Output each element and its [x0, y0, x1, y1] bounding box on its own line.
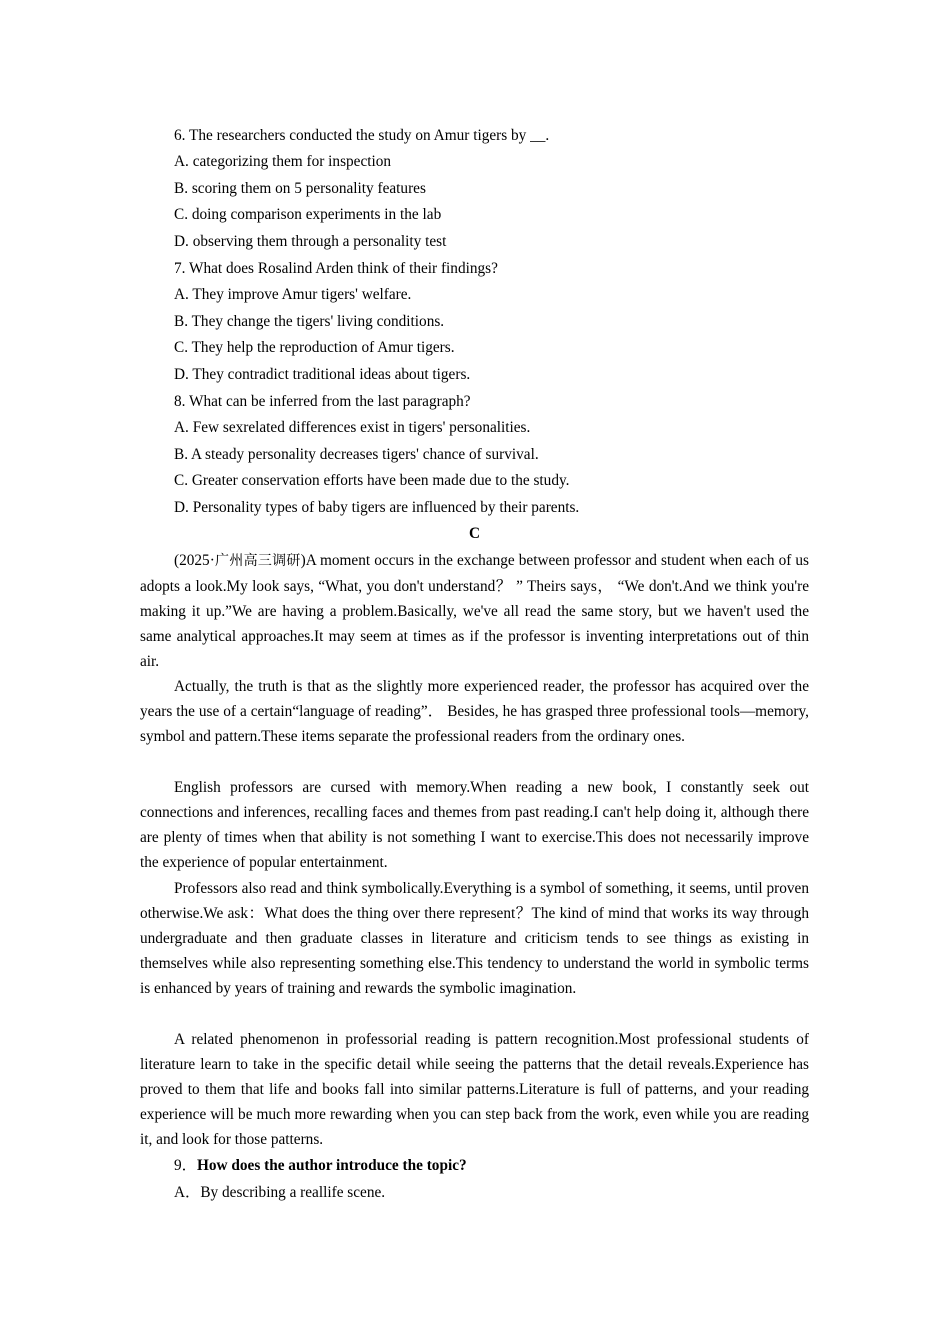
question-7-stem: 7. What does Rosalind Arden think of their findings? [174, 260, 498, 277]
question-9-number: 9． [174, 1157, 197, 1174]
passage-paragraph-5: A related phenomenon in professorial reading is pattern recognition.Most professional students of literature learn to take in the specific detail while seeing the patterns that the detail reveals.Experience has proved to them that life and books fall into similar patterns.Literature is full of patterns, and your reading experience will be much more rewarding when you can step back from the work, even while you are reading it, and look for those patterns. [140, 1031, 809, 1149]
question-8-option-c: C. Greater conservation efforts have been made due to the study. [174, 472, 570, 489]
passage-source-cjk: 广州高三调研 [214, 553, 301, 569]
question-9-text: How does the author introduce the topic? [196, 1157, 467, 1174]
question-7-option-d: D. They contradict traditional ideas about tigers. [174, 366, 471, 383]
question-9-option-a: A．By describing a reallife scene. [174, 1184, 386, 1201]
question-8-option-b: B. A steady personality decreases tigers' chance of survival. [174, 446, 539, 463]
question-9-stem [174, 1156, 467, 1176]
question-7-option-b: B. They change the tigers' living conditions. [174, 313, 445, 330]
passage-source-prefix: (2025· [174, 552, 215, 569]
question-6-option-b: B. scoring them on 5 personality features [174, 180, 426, 197]
passage-paragraph-4: Professors also read and think symbolically.Everything is a symbol of something, it seems, until proven otherwise.We ask：What does the thing over there represent？The kind of mind that works its way through undergraduate and then graduate classes in literature and criticism tends to see things as existing in themselves while also representing something else.This tendency to understand the world in symbolic terms is enhanced by years of training and rewards the symbolic imagination. [140, 880, 809, 998]
question-6-option-d: D. observing them through a personality test [174, 233, 447, 250]
question-6-option-c: C. doing comparison experiments in the lab [174, 206, 442, 223]
question-7-option-a: A. They improve Amur tigers' welfare. [174, 286, 412, 303]
question-8-option-d: D. Personality types of baby tigers are influenced by their parents. [174, 499, 580, 516]
question-8-stem: 8. What can be inferred from the last paragraph? [174, 393, 471, 410]
section-heading: C [468, 525, 481, 542]
question-6-stem: 6. The researchers conducted the study on Amur tigers by __. [174, 127, 550, 144]
passage-paragraph-1 [140, 548, 809, 674]
passage-paragraph-2: Actually, the truth is that as the slightly more experienced reader, the professor has acquired over the years the use of a certain“language of reading”． Besides, he has grasped three professional tools—memory, symbol and pattern.These items separate the professional readers from the ordinary ones. [140, 678, 809, 746]
passage-paragraph-1-text: )A moment occurs in the exchange between professor and student when each of us adopts a look.My look says, “What, you don't understand？ ” Theirs says， “We don't.And we think you're making it up.”We are having a problem.Basically, we've all read the same story, but we haven't used the same analytical approaches.It may seem at times as if the professor is inventing interpretations out of thin air. [140, 552, 810, 671]
question-6-option-a: A. categorizing them for inspection [174, 153, 392, 170]
question-8-option-a: A. Few sexrelated differences exist in tigers' personalities. [174, 419, 531, 436]
question-7-option-c: C. They help the reproduction of Amur tigers. [174, 339, 455, 356]
passage-paragraph-3: English professors are cursed with memory.When reading a new book, I constantly seek out connections and inferences, recalling faces and themes from past reading.I can't help doing it, although there are plenty of times when that ability is not something I want to exercise.This does not necessarily improve the experience of popular entertainment. [140, 779, 809, 872]
